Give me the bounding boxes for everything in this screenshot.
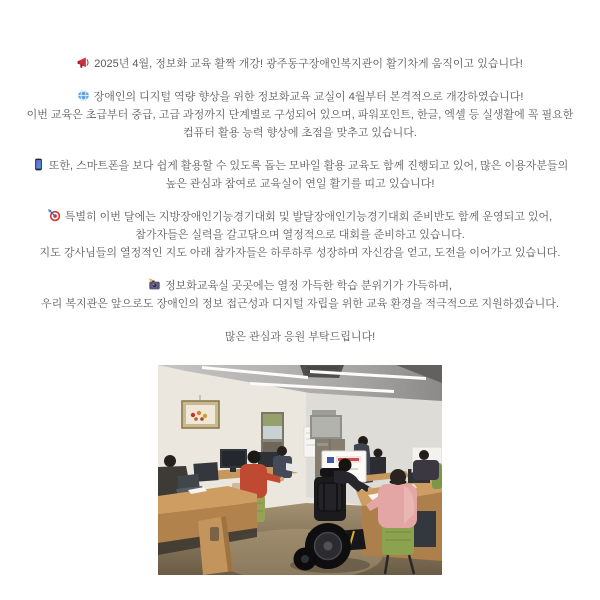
- paragraph-text: 특별히 이번 달에는 지방장애인기능경기대회 및 발달장애인기능경기대회 준비반도 함께 운영되고 있어,: [64, 211, 553, 223]
- paragraph-education: [0, 88, 600, 142]
- classroom-photo: [158, 365, 442, 575]
- camera-icon: [148, 278, 161, 291]
- text-line: 참가자들은 실력을 갈고닦으며 열정적으로 대회를 준비하고 있습니다.: [135, 229, 465, 241]
- paragraph-closing: [0, 277, 600, 313]
- text-line: 많은 관심과 응원 부탁드립니다!: [224, 331, 376, 343]
- mobile-phone-icon: [32, 158, 45, 171]
- paragraph-text: 또한, 스마트폰을 보다 쉽게 활용할 수 있도록 돕는 모바일 활용 교육도 함께 진행되고 있어, 많은 이용자분들의: [48, 160, 569, 172]
- text-line: [0, 88, 600, 106]
- text-line: 지도 강사님들의 열정적인 지도 아래 참가자들은 하루하루 성장하며 자신감을 얻고, 도전을 이어가고 있습니다.: [39, 247, 561, 259]
- dart-target-icon: [48, 209, 61, 222]
- paragraph-competition: [0, 208, 600, 262]
- text-line: [0, 55, 600, 73]
- text-line: 우리 복지관은 앞으로도 장애인의 정보 접근성과 디지털 자립을 위한 교육 환경을 적극적으로 지원하겠습니다.: [41, 298, 559, 310]
- text-line: [0, 208, 600, 226]
- text-line: 높은 관심과 참여로 교육실이 연일 활기를 띠고 있습니다!: [165, 178, 435, 190]
- paragraph-mobile: [0, 157, 600, 193]
- text-line: 이번 교육은 초급부터 중급, 고급 과정까지 단계별로 구성되어 있으며, 파워포인트, 한글, 엑셀 등 실생활에 꼭 필요한: [26, 109, 574, 121]
- paragraph-text: 장애인의 디지털 역량 향상을 위한 정보화교육 교실이 4월부터 본격적으로 개강하였습니다!: [93, 91, 524, 103]
- globe-icon: [77, 89, 90, 102]
- paragraph-opening: [0, 55, 600, 73]
- paragraph-support-request: [0, 328, 600, 346]
- text-line: [0, 157, 600, 175]
- megaphone-icon: [77, 56, 90, 69]
- text-line: [0, 277, 600, 295]
- paragraph-text: 정보화교육실 곳곳에는 열정 가득한 학습 분위기가 가득하며,: [164, 280, 453, 292]
- text-line: 컴퓨터 활용 능력 향상에 초점을 맞추고 있습니다.: [183, 127, 417, 139]
- paragraph-text: 2025년 4월, 정보화 교육 활짝 개강! 광주동구장애인복지관이 활기차게 움직이고 있습니다!: [94, 58, 523, 70]
- classroom-photo-illustration: [158, 365, 442, 575]
